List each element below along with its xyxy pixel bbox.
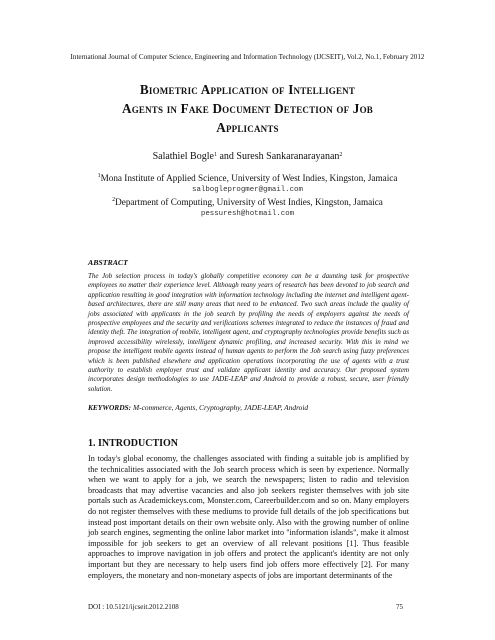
section-number: 1. [88, 438, 98, 449]
author-list [60, 151, 435, 163]
section-heading [88, 438, 178, 449]
title-line-2: Agents in Fake Document Detection of Job [121, 101, 374, 116]
author-separator: and [216, 151, 237, 162]
journal-header: International Journal of Computer Science, Engineering and Information Technology (IJCSEIT), Vol.2, No.1, February 2012 [70, 53, 425, 61]
affiliation-1 [60, 173, 435, 184]
affiliation-2 [60, 197, 435, 208]
affiliation-1-mark: 1 [97, 173, 101, 179]
page-number: 75 [396, 603, 403, 611]
abstract-heading: ABSTRACT [88, 258, 128, 267]
affiliation-1-text: Mona Institute of Applied Science, University of West Indies, Kingston, Jamaica [100, 173, 398, 183]
author-2-name: Suresh Sankaranarayanan [236, 151, 340, 162]
affiliation-1-email: salbogleprogmer@gmail.com [192, 186, 303, 194]
introduction-body: In today's global economy, the challenges associated with finding a suitable job is amplified by the technicalities associated with the Job search process which is seen by experience. Normally when we want to apply for a job, we search the newspapers; listen to radio and television broadcasts that may advertise vacancies and also job seekers register themselves with job site portals such as Academickeys.com, Monster.com, Careerbuilder.com and so on. Many employers do not register themselves with these mediums to provide full details of the job specifications but instead post important details on their own website only. Also with the growing number of online job search engines, segmenting the online labor market into "information islands", make it almost impossible for job seekers to get an overview of all relevant positions [1]. Thus feasible approaches to improve navigation in job offers and protect the applicant's identity are not only important but they are necessary to help users find job offers more effectively [2]. For many employers, the monetary and non-monetary aspects of jobs are important determinants of the [88, 454, 409, 580]
title-line-1: Biometric Application of Intelligent [139, 82, 356, 97]
author-1-name: Salathiel Bogle [152, 151, 214, 162]
abstract-body: The Job selection process in today's globally competitive economy can be a daunting task for prospective employees no matter their experience level. Although many years of research has been devoted to job search and application resulting in good integration with information technology including the internet and intelligent agent-based architectures, there are still many areas that need to be enhanced. Two such areas include the quality of jobs associated with applicants in the job search by profiling the needs of employers against the needs of prospective employees and the security and verifications schemes integrated to reduce the instances of fraud and identity theft. The integration of mobile, intelligent agent, and cryptography technologies provide benefits such as improved accessibility wirelessly, intelligent dynamic profiling, and increased security. With this in mind we propose the intelligent mobile agents instead of human agents to perform the Job search using fuzzy preferences which is been published elsewhere and application operations incorporating the use of agents with a trust authority to establish employer trust and validate applicant identity and accuracy. Our proposed system incorporates design methodologies to use JADE-LEAP and Android to provide a robust, secure, user friendly solution. [88, 272, 409, 393]
author-2-affiliation-mark: 2 [339, 152, 343, 158]
keywords-label: KEYWORDS: [88, 403, 132, 412]
keywords-text: M-commerce, Agents, Cryptography, JADE-LEAP, Android [131, 403, 309, 412]
title-line-3: Applicants [216, 120, 279, 135]
doi-footer: DOI : 10.5121/ijcseit.2012.2108 [88, 603, 179, 611]
affiliation-2-mark: 2 [112, 197, 116, 203]
keywords-line [88, 403, 409, 413]
affiliation-2-email: pessuresh@hotmail.com [200, 210, 295, 218]
author-1-affiliation-mark: 1 [213, 152, 217, 158]
paper-title [70, 80, 425, 137]
affiliation-2-text: Department of Computing, University of West Indies, Kingston, Jamaica [115, 197, 383, 207]
section-title: INTRODUCTION [98, 438, 179, 449]
